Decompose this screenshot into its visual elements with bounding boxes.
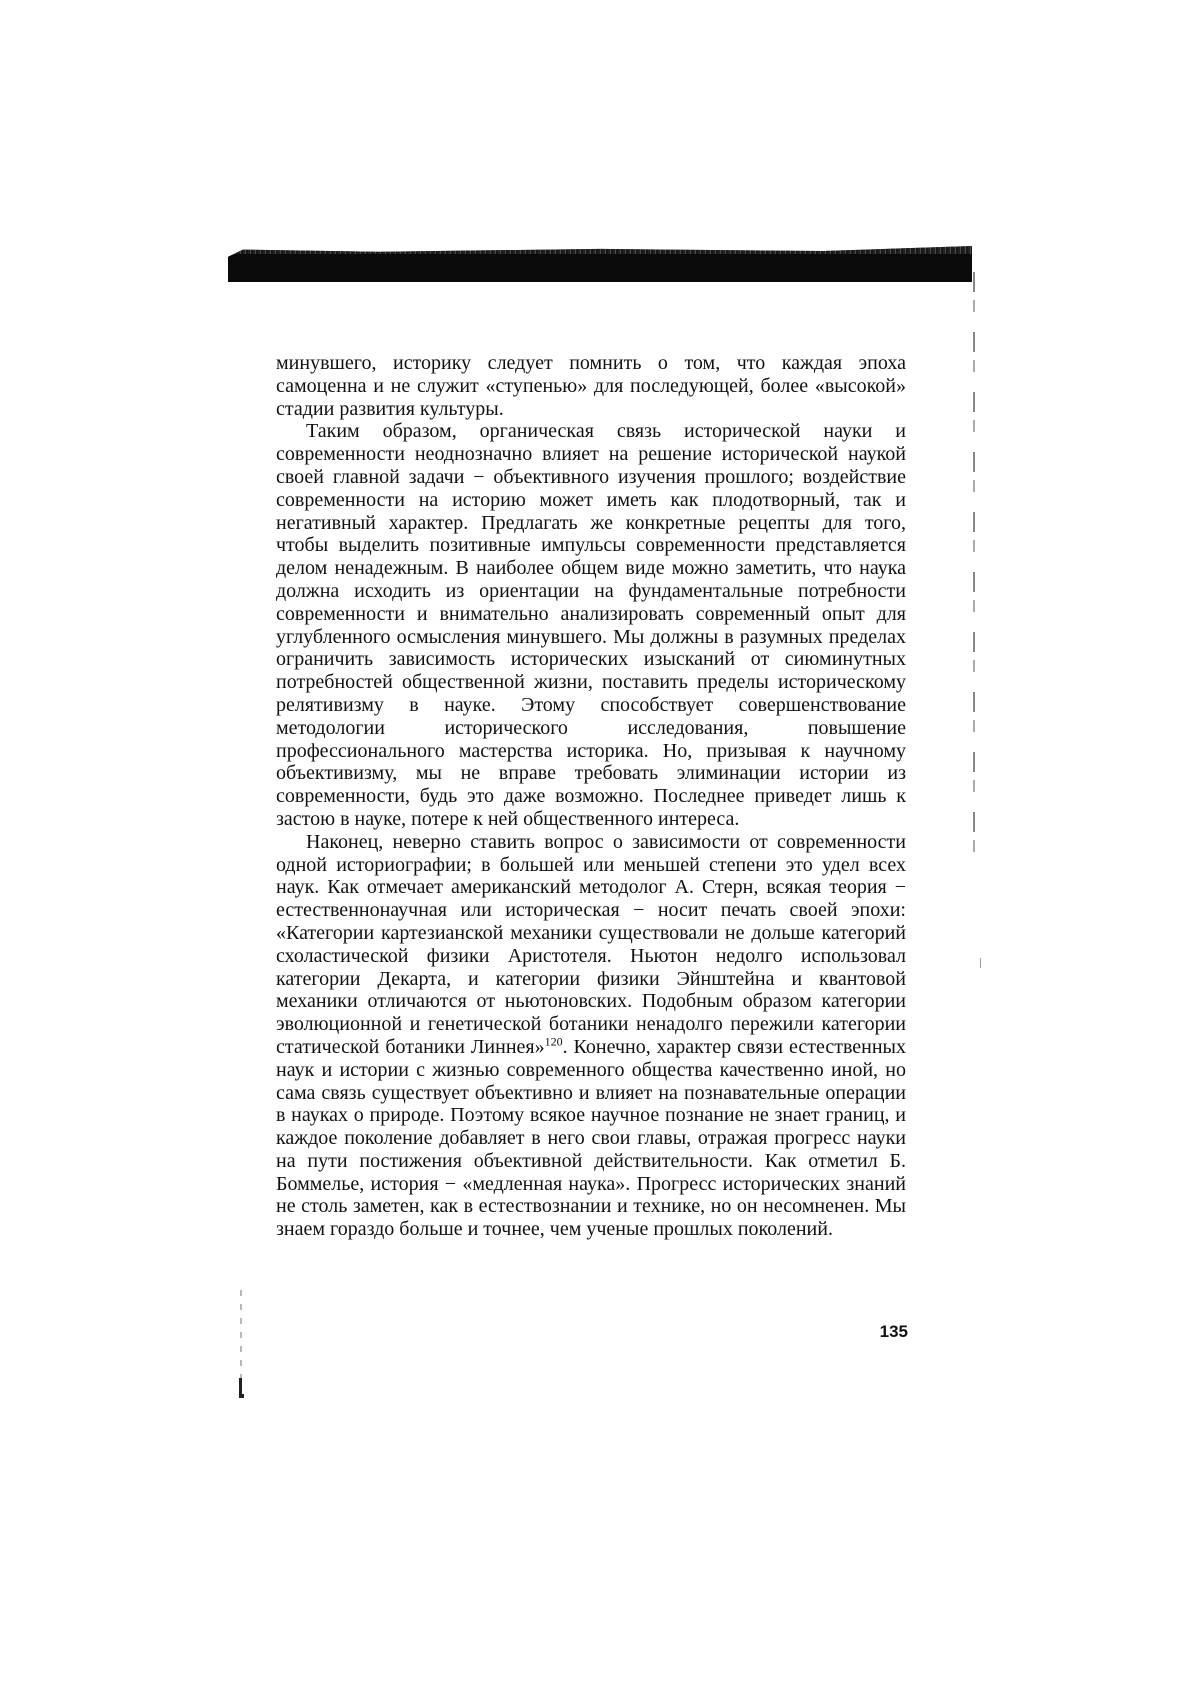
paragraph-continuation: минувшего, историку следует помнить о том, что каждая эпоха самоценна и не служит «ступенью» для последующей, более «высокой» стадии развития культуры. [276, 352, 906, 420]
scan-edge-artifact [973, 272, 975, 872]
page-number: 135 [879, 1322, 908, 1341]
paragraph: Таким образом, органическая связь исторической науки и современности неоднозначно влияет на решение исторической наукой своей главной задачи − объективного изучения прошлого; воздействие современности на историю может иметь как плодотворный, так и негативный характер. Предлагать же конкретные рецепты для того, чтобы выделить позитивные импульсы современности представляется делом ненадежным. В наиболее общем виде можно заметить, что наука должна исходить из ориентации на фундаментальные потребности современности и внимательно анализировать современный опыт для углубленного осмысления минувшего. Мы должны в разумных пределах ограничить зависимость исторических изысканий от сиюминутных потребностей общественной жизни, поставить пределы историческому релятивизму в науке. Этому способствует совершенствование методологии исторического исследования, повышение профессионального мастерства историка. Но, призывая к научному объективизму, мы не вправе требовать элиминации истории из современности, будь это даже возможно. Последнее приведет лишь к застою в науке, потере к ней общественного интереса. [276, 420, 906, 830]
paragraph-with-footnote [276, 831, 906, 1241]
page-header-band [228, 246, 972, 282]
scan-corner-mark [239, 1378, 244, 1398]
scan-artifact-mark [976, 958, 981, 968]
paragraph-text-after-note: . Конечно, характер связи естественных наук и истории с жизнью современного общества качественно иной, но сама связь существует объективно и влияет на познавательные операции в науках о природе. Поэтому всякое научное познание не знает границ, и каждое поколение добавляет в него свои главы, отражая прогресс науки на пути постижения объективной действительности. Как отметил Б. Боммелье, история − «медленная наука». Прогресс исторических знаний не столь заметен, как в естествознании и технике, но он несомненен. Мы знаем гораздо больше и точнее, чем ученые прошлых поколений. [276, 1035, 906, 1241]
footnote-reference: 120 [544, 1034, 563, 1049]
paragraph-text-before-note: Наконец, неверно ставить вопрос о зависимости от современности одной историографии; в большей или меньшей степени это удел всех наук. Как отмечает американский методолог А. Стерн, всякая теория − естественнонаучная или историческая − носит печать своей эпохи: «Категории картезианской механики существовали не дольше категорий схоластической физики Аристотеля. Ньютон недолго использовал категории Декарта, и категории физики Эйнштейна и квантовой механики отличаются от ньютоновских. Подобным образом категории эволюционной и генетической ботаники ненадолго пережили категории статической ботаники Линнея» [276, 830, 906, 1058]
body-text [276, 352, 906, 1241]
